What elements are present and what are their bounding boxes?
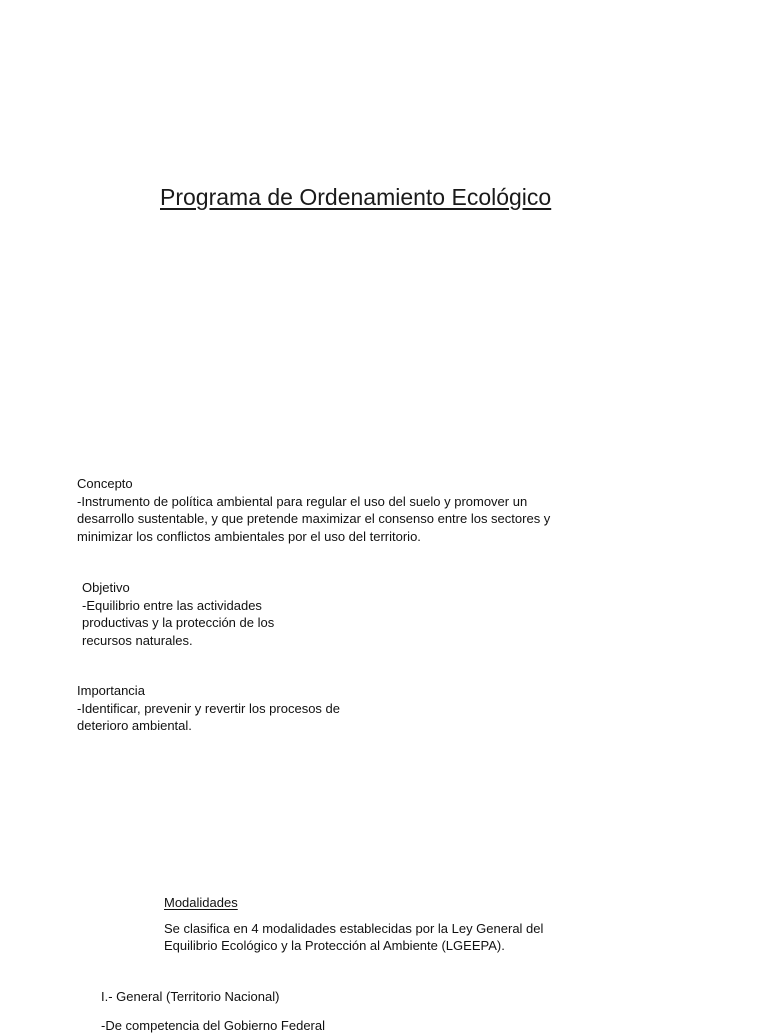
list-item: -De competencia del Gobierno Federal bbox=[101, 1017, 501, 1034]
modalidades-line: Equilibrio Ecológico y la Protección al Ambiente (LGEEPA). bbox=[164, 937, 564, 955]
concepto-line: minimizar los conflictos ambientales por el uso del territorio. bbox=[77, 528, 577, 546]
concepto-section bbox=[77, 475, 577, 545]
importancia-section bbox=[77, 682, 367, 735]
objetivo-heading: Objetivo bbox=[82, 579, 292, 597]
modalidades-heading: Modalidades bbox=[164, 894, 564, 912]
importancia-line: deterioro ambiental. bbox=[77, 717, 367, 735]
objetivo-section bbox=[82, 579, 292, 649]
importancia-heading: Importancia bbox=[77, 682, 367, 700]
concepto-line: desarrollo sustentable, y que pretende maximizar el consenso entre los sectores y bbox=[77, 510, 577, 528]
list-item: I.- General (Territorio Nacional) bbox=[101, 988, 501, 1006]
objetivo-line: recursos naturales. bbox=[82, 632, 292, 650]
document-title: Programa de Ordenamiento Ecológico bbox=[160, 182, 551, 212]
concepto-line: -Instrumento de política ambiental para regular el uso del suelo y promover un bbox=[77, 493, 577, 511]
objetivo-line: -Equilibrio entre las actividades bbox=[82, 597, 292, 615]
concepto-heading: Concepto bbox=[77, 475, 577, 493]
modalidades-section bbox=[164, 894, 564, 955]
modalidades-line: Se clasifica en 4 modalidades establecidas por la Ley General del bbox=[164, 920, 564, 938]
importancia-line: -Identificar, prevenir y revertir los procesos de bbox=[77, 700, 367, 718]
modalidades-list bbox=[101, 988, 501, 1034]
objetivo-line: productivas y la protección de los bbox=[82, 614, 292, 632]
